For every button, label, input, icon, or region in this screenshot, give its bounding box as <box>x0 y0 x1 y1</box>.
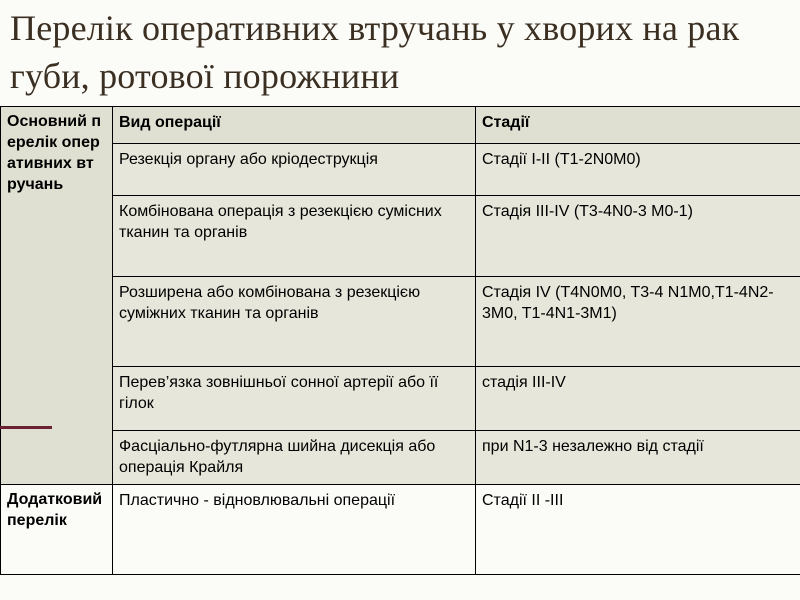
section-label-additional <box>1 485 113 575</box>
header-stages: Стадії <box>476 107 800 144</box>
cell-operation: Фасціально-футлярна шийна дисекція або операція Крайля <box>113 431 476 485</box>
table-row <box>1 277 800 367</box>
operations-table <box>0 106 800 575</box>
table-row <box>1 431 800 485</box>
cell-operation: Резекція органу або кріодеструкція <box>113 144 476 196</box>
decorative-accent-line <box>0 426 52 429</box>
cell-stage: Стадія IV (T4N0M0, T3-4 N1M0,T1-4N2-3M0, T1-4N1-3M1) <box>476 277 800 367</box>
cell-stage: Стадія ІІІ-IV (T3-4N0-3 M0-1) <box>476 196 800 277</box>
table-row <box>1 196 800 277</box>
cell-stage: Стадії І-ІІ (Т1-2N0M0) <box>476 144 800 196</box>
table-row <box>1 367 800 431</box>
section-label-text: Додатковий перелік <box>7 491 103 529</box>
header-operation: Вид операції <box>113 107 476 144</box>
cell-operation: Розширена або комбінована з резекцією суміжних тканин та органів <box>113 277 476 367</box>
table-row <box>1 485 800 575</box>
section-label-text: Основний перелік оперативних втручань <box>7 113 102 193</box>
table-header-row <box>1 107 800 144</box>
cell-operation: Комбінована операція з резекцією сумісних тканин та органів <box>113 196 476 277</box>
cell-stage: Стадії ІІ -ІІІ <box>476 485 800 575</box>
cell-operation: Пластично - відновлювальні операції <box>113 485 476 575</box>
table-row <box>1 144 800 196</box>
cell-stage: при N1-3 незалежно від стадії <box>476 431 800 485</box>
cell-operation: Перев’язка зовнішньої сонної артерії або її гілок <box>113 367 476 431</box>
cell-stage: стадія ІІІ-IV <box>476 367 800 431</box>
slide-title: Перелік оперативних втручань у хворих на рак губи, ротової порожнини <box>10 8 740 96</box>
